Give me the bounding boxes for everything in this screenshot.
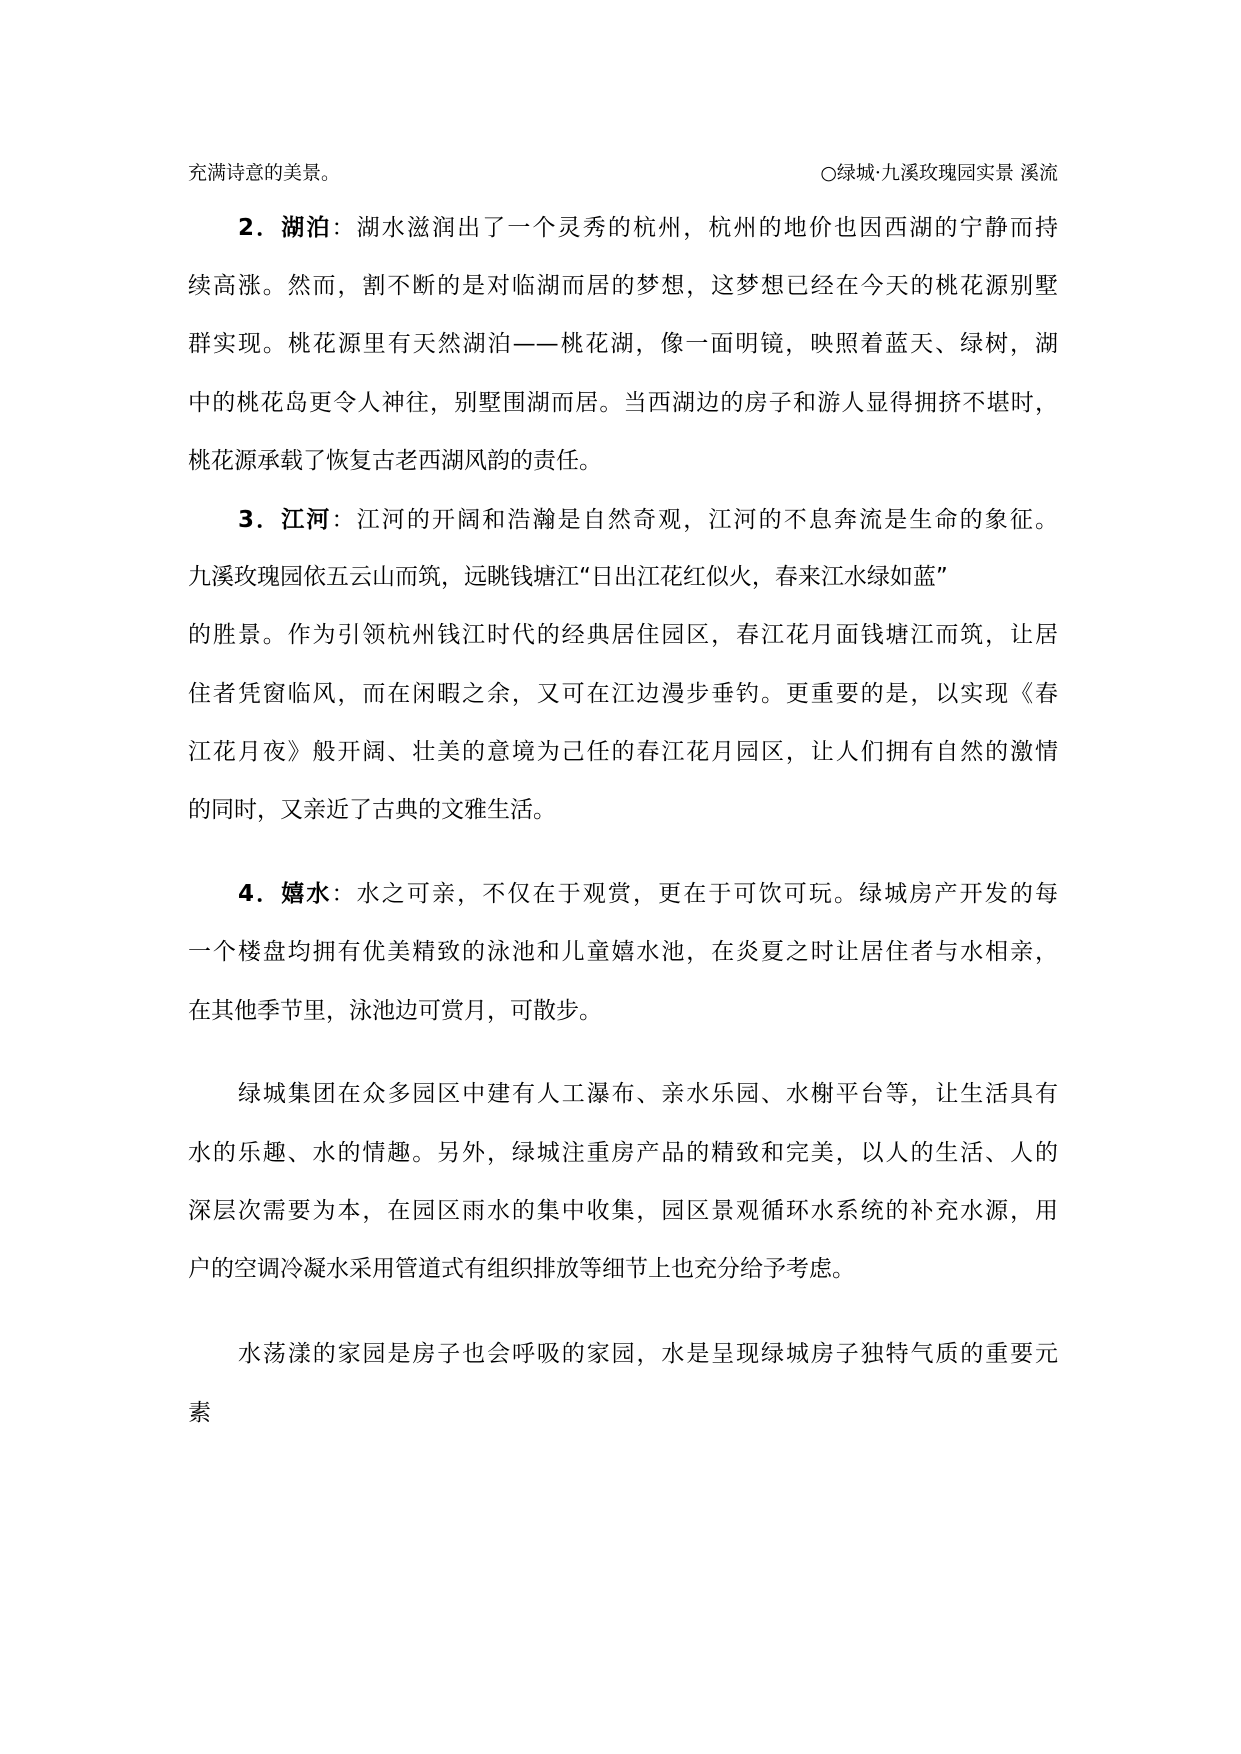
- paragraph-group-line-2: 水的乐趣、水的情趣。另外，绿城注重房产品的精致和完美，以人的生活、人的: [188, 1140, 1058, 1166]
- section-heading-lakes: 2．湖泊: [238, 215, 332, 241]
- paragraph-group-line-1: 绿城集团在众多园区中建有人工瀑布、亲水乐园、水榭平台等，让生活具有: [238, 1081, 1058, 1107]
- section-heading-rivers: 3．江河: [238, 507, 332, 533]
- paragraph-closing-line-1: 水荡漾的家园是房子也会呼吸的家园，水是呈现绿城房子独特气质的重要元: [238, 1341, 1058, 1367]
- page-header: [188, 158, 1058, 188]
- section-heading-play: 4．嬉水: [238, 881, 332, 907]
- paragraph-rivers-line-2: 九溪玫瑰园依五云山而筑，远眺钱塘江“日出江花红似火，春来江水绿如蓝”: [188, 564, 948, 590]
- paragraph-play-line-1: [238, 874, 1058, 914]
- paragraph-text: ：水之可亲，不仅在于观赏，更在于可饮可玩。绿城房产开发的每: [331, 881, 1058, 907]
- paragraph-play-line-3: 在其他季节里，泳池边可赏月，可散步。: [188, 998, 602, 1024]
- paragraph-lakes-line-3: 群实现。桃花源里有天然湖泊——桃花湖，像一面明镜，映照着蓝天、绿树，湖: [188, 331, 1058, 357]
- header-left-text: 充满诗意的美景。: [188, 162, 341, 184]
- paragraph-rivers-line-4: 住者凭窗临风，而在闲暇之余，又可在江边漫步垂钓。更重要的是，以实现《春: [188, 681, 1058, 707]
- paragraph-text: ：江河的开阔和浩瀚是自然奇观，江河的不息奔流是生命的象征。: [331, 507, 1058, 533]
- paragraph-lakes-line-4: 中的桃花岛更令人神往，别墅围湖而居。当西湖边的房子和游人显得拥挤不堪时，: [188, 390, 1058, 416]
- paragraph-lakes-line-1: [238, 208, 1058, 248]
- paragraph-play-line-2: 一个楼盘均拥有优美精致的泳池和儿童嬉水池，在炎夏之时让居住者与水相亲，: [188, 939, 1058, 965]
- paragraph-rivers-line-3: 的胜景。作为引领杭州钱江时代的经典居住园区，春江花月面钱塘江而筑，让居: [188, 622, 1058, 648]
- image-caption: ○绿城·九溪玫瑰园实景 溪流: [820, 162, 1058, 184]
- paragraph-lakes-line-5: 桃花源承载了恢复古老西湖风韵的责任。: [188, 448, 602, 474]
- paragraph-closing-line-2: 素: [188, 1400, 211, 1426]
- paragraph-lakes-line-2: 续高涨。然而，割不断的是对临湖而居的梦想，这梦想已经在今天的桃花源别墅: [188, 273, 1058, 299]
- paragraph-group-line-4: 户的空调冷凝水采用管道式有组织排放等细节上也充分给予考虑。: [188, 1256, 855, 1282]
- paragraph-group-line-3: 深层次需要为本，在园区雨水的集中收集，园区景观循环水系统的补充水源，用: [188, 1198, 1058, 1224]
- paragraph-rivers-line-1: [238, 500, 1058, 540]
- paragraph-rivers-line-5: 江花月夜》般开阔、壮美的意境为己任的春江花月园区，让人们拥有自然的激情: [188, 739, 1058, 765]
- paragraph-text: ：湖水滋润出了一个灵秀的杭州，杭州的地价也因西湖的宁静而持: [331, 215, 1058, 241]
- paragraph-rivers-line-6: 的同时，又亲近了古典的文雅生活。: [188, 797, 556, 823]
